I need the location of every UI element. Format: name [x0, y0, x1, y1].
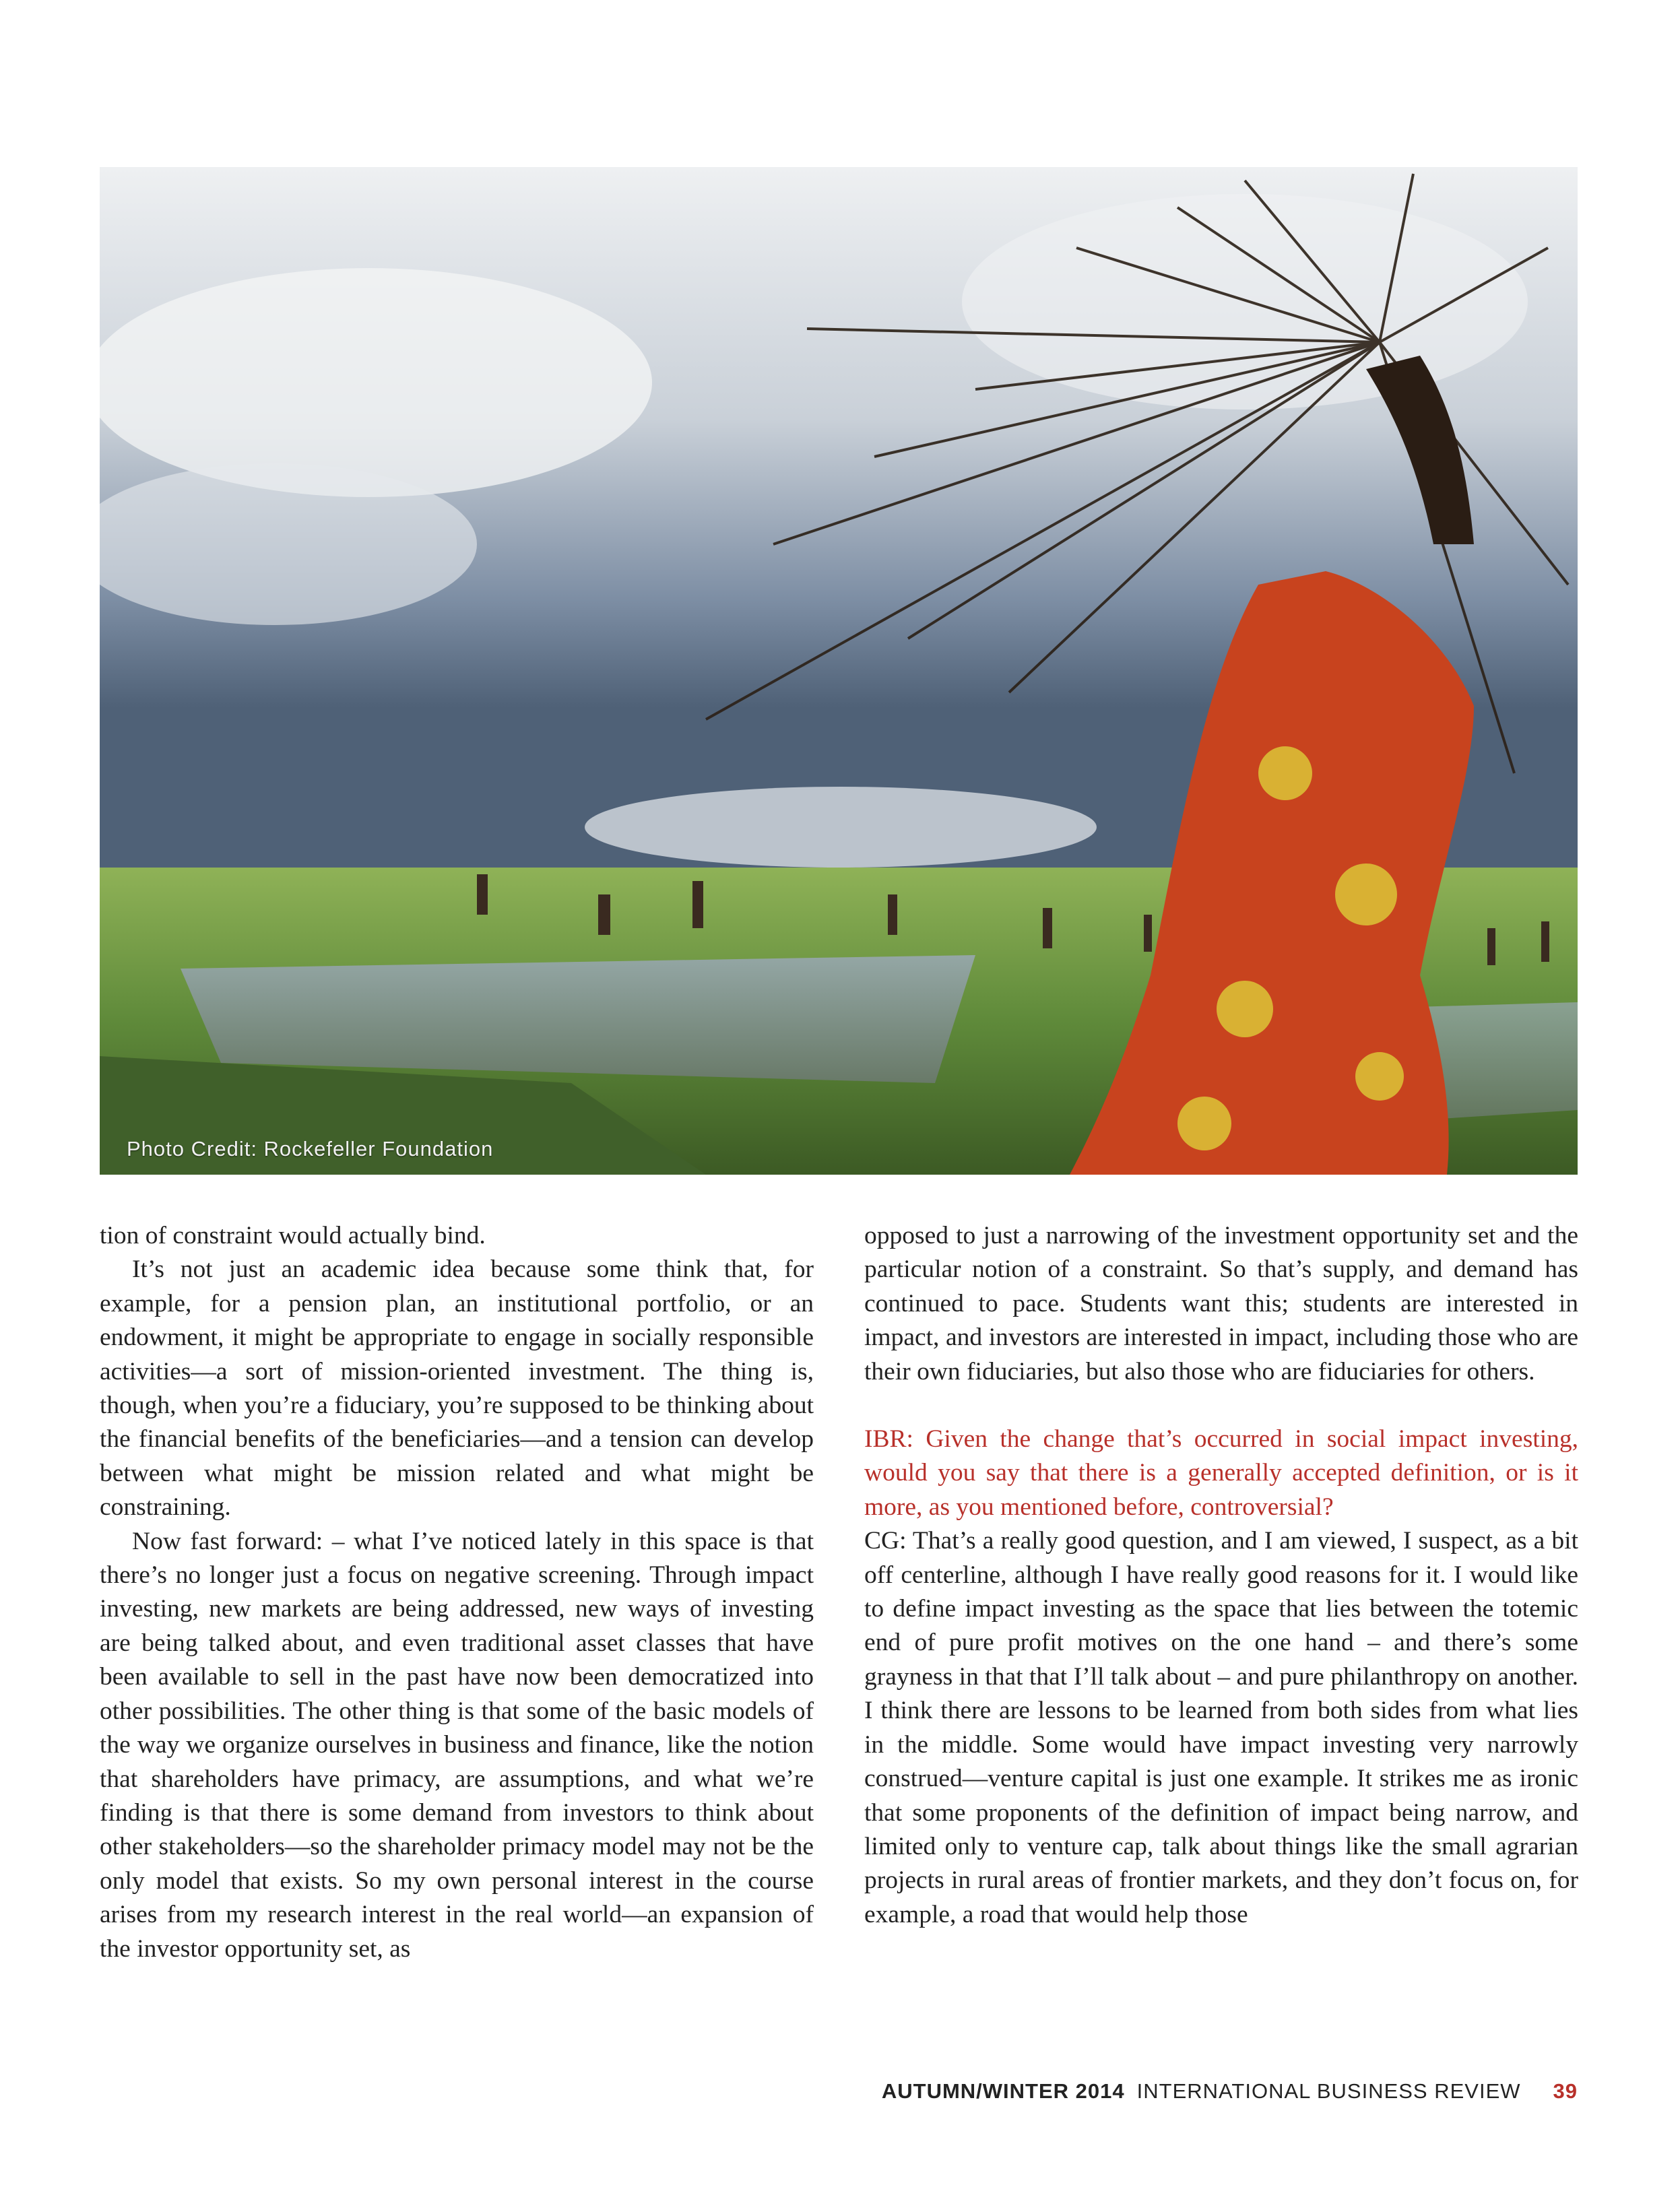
- article-photo: [100, 167, 1578, 1175]
- journal-name: INTERNATIONAL BUSINESS REVIEW: [1136, 2079, 1521, 2103]
- photo-credit: Photo Credit: Rockefeller Foundation: [127, 1137, 494, 1161]
- paragraph: opposed to just a narrowing of the investment opportunity set and the particular notion of a constraint. So that’s supply, and demand has continued to pace. Students want this; students are interested in impact, and investors are interested in impact, including those who are their own fiduciaries, but also those who are fiduciaries for others.: [864, 1222, 1578, 1385]
- photo-illustration: [100, 167, 1578, 1175]
- issue-label: AUTUMN/WINTER 2014: [881, 2079, 1125, 2103]
- left-column: [100, 1219, 814, 1966]
- paragraph: It’s not just an academic idea because some think that, for example, for a pension plan, an institutional portfolio, or an endowment, it might be appropriate to engage in socially responsible activities—a sort of mission-oriented investment. The thing is, though, when you’re a fiduciary, you’re supposed to be thinking about the financial benefits of the beneficiaries—and a tension can develop between what might be mission related and what might be constraining.: [100, 1255, 814, 1522]
- right-column: [864, 1219, 1578, 1932]
- interview-question: IBR: Given the change that’s occurred in social impact investing, would you say that there is a generally accepted definition, or is it more, as you mentioned before, controversial?: [864, 1425, 1578, 1521]
- paragraph: Now fast forward: – what I’ve noticed lately in this space is that there’s no longer just a focus on negative screening. Through impact investing, new markets are being addressed, new ways of investing are being talked about, and even traditional asset classes that have been available to sell in the past have now been democratized into other possibilities. The other thing is that some of the basic models of the way we organize ourselves in business and finance, like the notion that shareholders have primacy, are assumptions, and what we’re finding is that there is some demand from investors to think about other stakeholders—so the shareholder primacy model may not be the only model that exists. So my own personal interest in the course arises from my research interest in the real world—an expansion of the investor opportunity set, as: [100, 1527, 814, 1963]
- page-number: 39: [1553, 2079, 1578, 2103]
- interview-answer: CG: That’s a really good question, and I am viewed, I suspect, as a bit off centerline, although I have really good reasons for it. I would like to define impact investing as the space that lies between the totemic end of pure profit motives on the one hand – and there’s some grayness in that that I’ll talk about – and pure philanthropy on another. I think there are lessons to be learned from both sides from what lies in the middle. Some would have impact investing very narrowly construed—venture capital is just one example. It strikes me as ironic that some proponents of the definition of impact being narrow, and limited only to venture cap, talk about things like the small agrarian projects in rural areas of frontier markets, and they don’t focus on, for example, a road that would help those: [864, 1527, 1578, 1928]
- page-footer: [882, 2079, 1578, 2104]
- paragraph: tion of constraint would actually bind.: [100, 1222, 486, 1249]
